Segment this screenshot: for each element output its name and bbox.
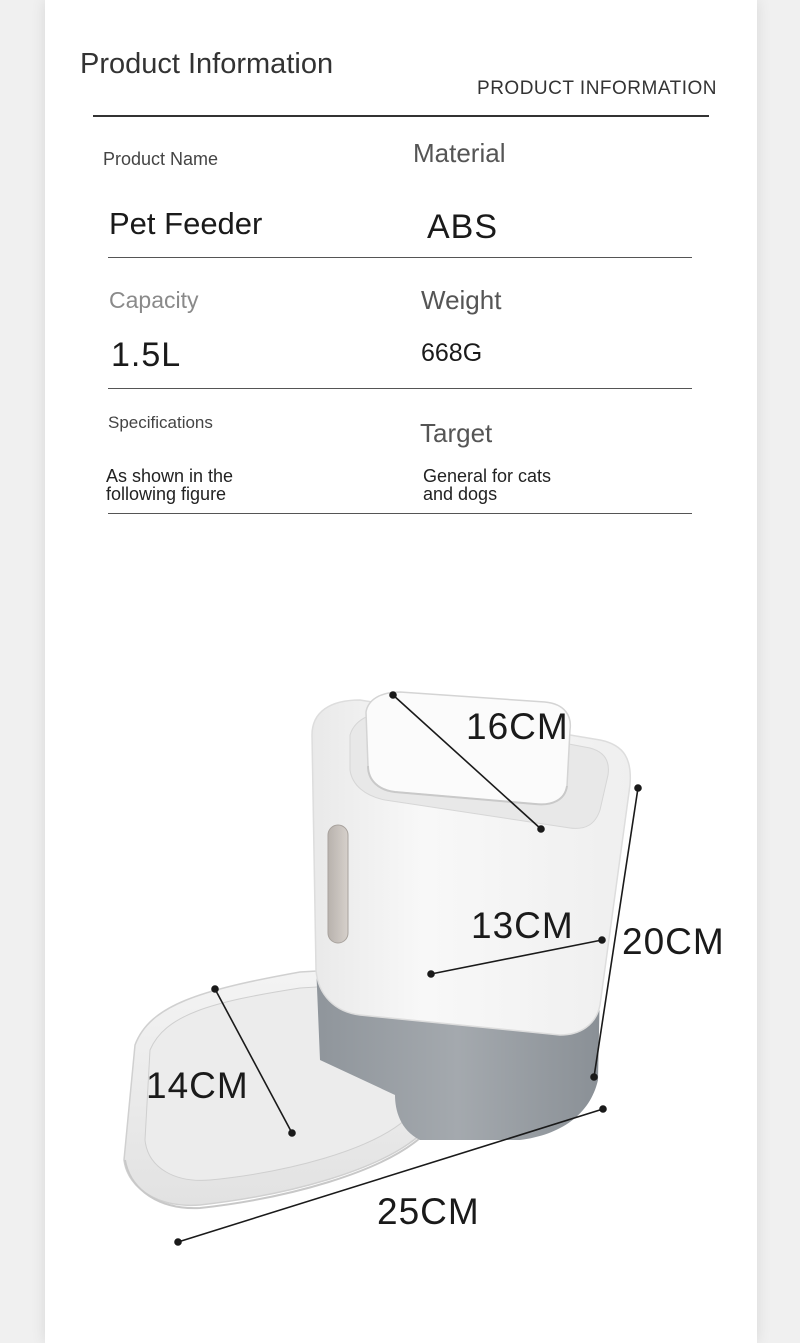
body-width-endpoint — [599, 937, 605, 943]
target-label: Target — [420, 418, 493, 448]
specifications-label: Specifications — [108, 413, 213, 432]
lid-width-endpoint — [538, 826, 544, 832]
height-label: 20CM — [622, 921, 725, 962]
specifications-value-line2: following figure — [106, 484, 227, 504]
lid-width-label: 16CM — [466, 706, 569, 747]
page-subtitle: PRODUCT INFORMATION — [477, 78, 717, 99]
capacity-value: 1.5L — [111, 336, 182, 374]
product-name-label: Product Name — [103, 149, 219, 169]
total-length-endpoint — [175, 1239, 181, 1245]
height-endpoint — [591, 1074, 597, 1080]
bowl-depth-endpoint — [289, 1130, 295, 1136]
body-width-label: 13CM — [471, 905, 574, 946]
material-label: Material — [413, 138, 506, 168]
total-length-endpoint — [600, 1106, 606, 1112]
material-value: ABS — [427, 208, 499, 246]
bowl-depth-endpoint — [212, 986, 218, 992]
product-name-value: Pet Feeder — [109, 206, 263, 241]
target-value-line1: General for cats — [423, 466, 552, 486]
weight-label: Weight — [421, 285, 502, 315]
specifications-value-line1: As shown in the — [106, 466, 234, 486]
target-value-line2: and dogs — [423, 484, 498, 504]
body-width-endpoint — [428, 971, 434, 977]
total-length-label: 25CM — [377, 1191, 480, 1232]
bowl-depth-label: 14CM — [146, 1065, 249, 1106]
page-title: Product Information — [80, 48, 334, 80]
height-endpoint — [635, 785, 641, 791]
capacity-label: Capacity — [109, 287, 199, 313]
weight-value: 668G — [421, 339, 483, 367]
lid-width-endpoint — [390, 692, 396, 698]
